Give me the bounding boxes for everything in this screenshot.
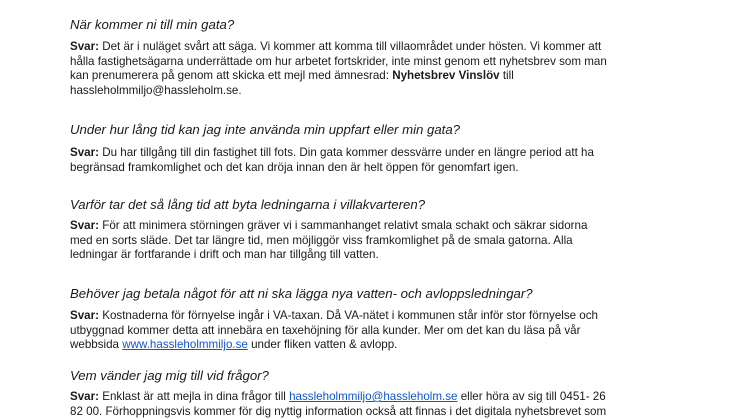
faq-answer-2: Svar: Du har tillgång till din fastighet till fots. Din gata kommer dessvärre under en längre period att ha begränsad framkomlighet och det kan dröja innan den är helt öppen för genomfart igen.: [70, 146, 594, 174]
email-link[interactable]: hassleholmmiljo@hassleholm.se: [289, 390, 458, 403]
faq-answer-3: Svar: För att minimera störningen gräver vi i sammanhanget relativt smala schakt och säkrar sidorna med en sorts släde. Det tar längre tid, men möjliggör viss framkomlighet på de smala gatorna. Alla ledningar är fortfarande i drift och man har tillgång till vatten.: [70, 219, 588, 262]
answer-label: Svar:: [70, 309, 100, 322]
newsletter-subject: Nyhetsbrev Vinslöv: [392, 69, 500, 83]
answer-label: Svar:: [70, 390, 100, 403]
faq-answer-4: Svar: Kostnaderna för förnyelse ingår i VA-taxan. Då VA-nätet i kommunen står inför stor förnyelse och utbyggnad kommer detta att innebära en taxehöjning för alla kunder. Mer om det kan du läsa på vår webbsida www.hassleholmmiljo.se under fliken vatten & avlopp.: [70, 309, 598, 352]
faq-answer-5: Svar: Enklast är att mejla in dina frågor till hassleholmmiljo@hassleholm.se eller höra av sig till 0451- 26 82 00. Förhoppningsvis kommer för dig nyttig information också att finnas i det digitala nyhetsbrevet som: [70, 390, 607, 418]
faq-answer-1: Svar: Det är i nuläget svårt att säga. Vi kommer att komma till villaområdet under hösten. Vi kommer att hålla fastighetsägarna underrättade om hur arbetet fortskrider, inte minst genom ett nyhetsbrev som man kan prenumerera på genom att skicka ett mejl med ämnesrad: Nyhetsbrev Vinslöv till hassleholmmiljo@hassleholm.se.: [70, 40, 607, 97]
website-link[interactable]: www.hassleholmmiljo.se: [122, 338, 248, 352]
answer-label: Svar:: [70, 219, 100, 232]
faq-question-5: Vem vänder jag mig till vid frågor?: [70, 368, 269, 383]
faq-question-3: Varför tar det så lång tid att byta ledningarna i villakvarteren?: [70, 197, 426, 212]
faq-question-4: Behöver jag betala något för att ni ska lägga nya vatten- och avloppsledningar?: [70, 286, 533, 301]
answer-label: Svar:: [70, 40, 100, 53]
faq-question-1: När kommer ni till min gata?: [70, 17, 235, 32]
faq-question-2: Under hur lång tid kan jag inte använda min uppfart eller min gata?: [70, 122, 461, 137]
answer-label: Svar:: [70, 146, 100, 159]
